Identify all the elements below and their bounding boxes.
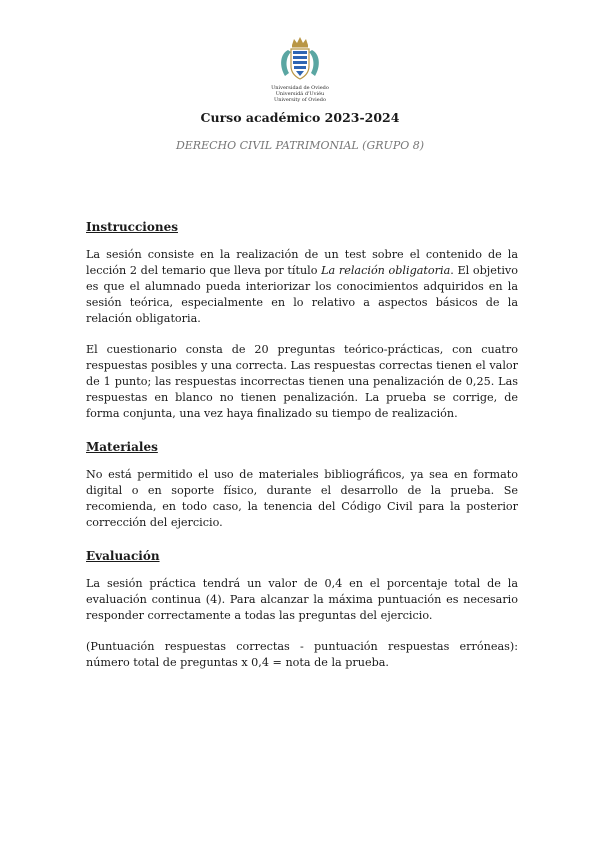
section-heading-materiales: Materiales	[86, 440, 158, 454]
subject-title: DERECHO CIVIL PATRIMONIAL (GRUPO 8)	[175, 139, 425, 152]
university-name	[0, 85, 600, 103]
course-title: Curso académico 2023-2024	[200, 110, 400, 125]
document-body	[86, 219, 518, 671]
university-logo	[0, 36, 600, 103]
university-name-line: Universidá d'Uviéu	[275, 91, 325, 97]
section-heading-evaluacion: Evaluación	[86, 549, 160, 563]
evaluacion-paragraph-2: (Puntuación respuestas correctas - puntuación respuestas erróneas): número total de preguntas x 0,4 = nota de la prueba.	[86, 640, 518, 669]
evaluacion-paragraph-1: La sesión práctica tendrá un valor de 0,4 en el porcentaje total de la evaluación continua (4). Para alcanzar la máxima puntuación es necesario responder correctamente a todas las preguntas del ejercicio.	[86, 577, 518, 622]
university-name-line: University of Oviedo	[274, 97, 326, 103]
university-coat-of-arms-icon	[274, 36, 326, 82]
paragraph-text: La sesión consiste en la realización de un test sobre el contenido de la lección 2 del temario que lleva por título	[86, 248, 518, 277]
instrucciones-paragraph-1	[86, 247, 518, 327]
lesson-title: La relación obligatoria	[321, 264, 451, 277]
section-heading-instrucciones: Instrucciones	[86, 220, 178, 234]
instrucciones-paragraph-2: El cuestionario consta de 20 preguntas teórico-prácticas, con cuatro respuestas posibles y una correcta. Las respuestas correctas tienen el valor de 1 punto; las respuestas incorrectas tienen una penalización de 0,25. Las respuestas en blanco no tienen penalización. La prueba se corrige, de forma conjunta, una vez haya finalizado su tiempo de realización.	[86, 343, 518, 420]
university-name-line: Universidad de Oviedo	[271, 85, 329, 91]
materiales-paragraph-1: No está permitido el uso de materiales bibliográficos, ya sea en formato digital o en soporte físico, durante el desarrollo de la prueba. Se recomienda, en todo caso, la tenencia del Código Civil para la posterior corrección del ejercicio.	[86, 468, 518, 529]
paragraph-text: . El objetivo es que el alumnado pueda interiorizar los conocimientos adquiridos en la sesión teórica, especialmente en lo relativo a aspectos básicos de la relación obligatoria.	[86, 264, 518, 325]
